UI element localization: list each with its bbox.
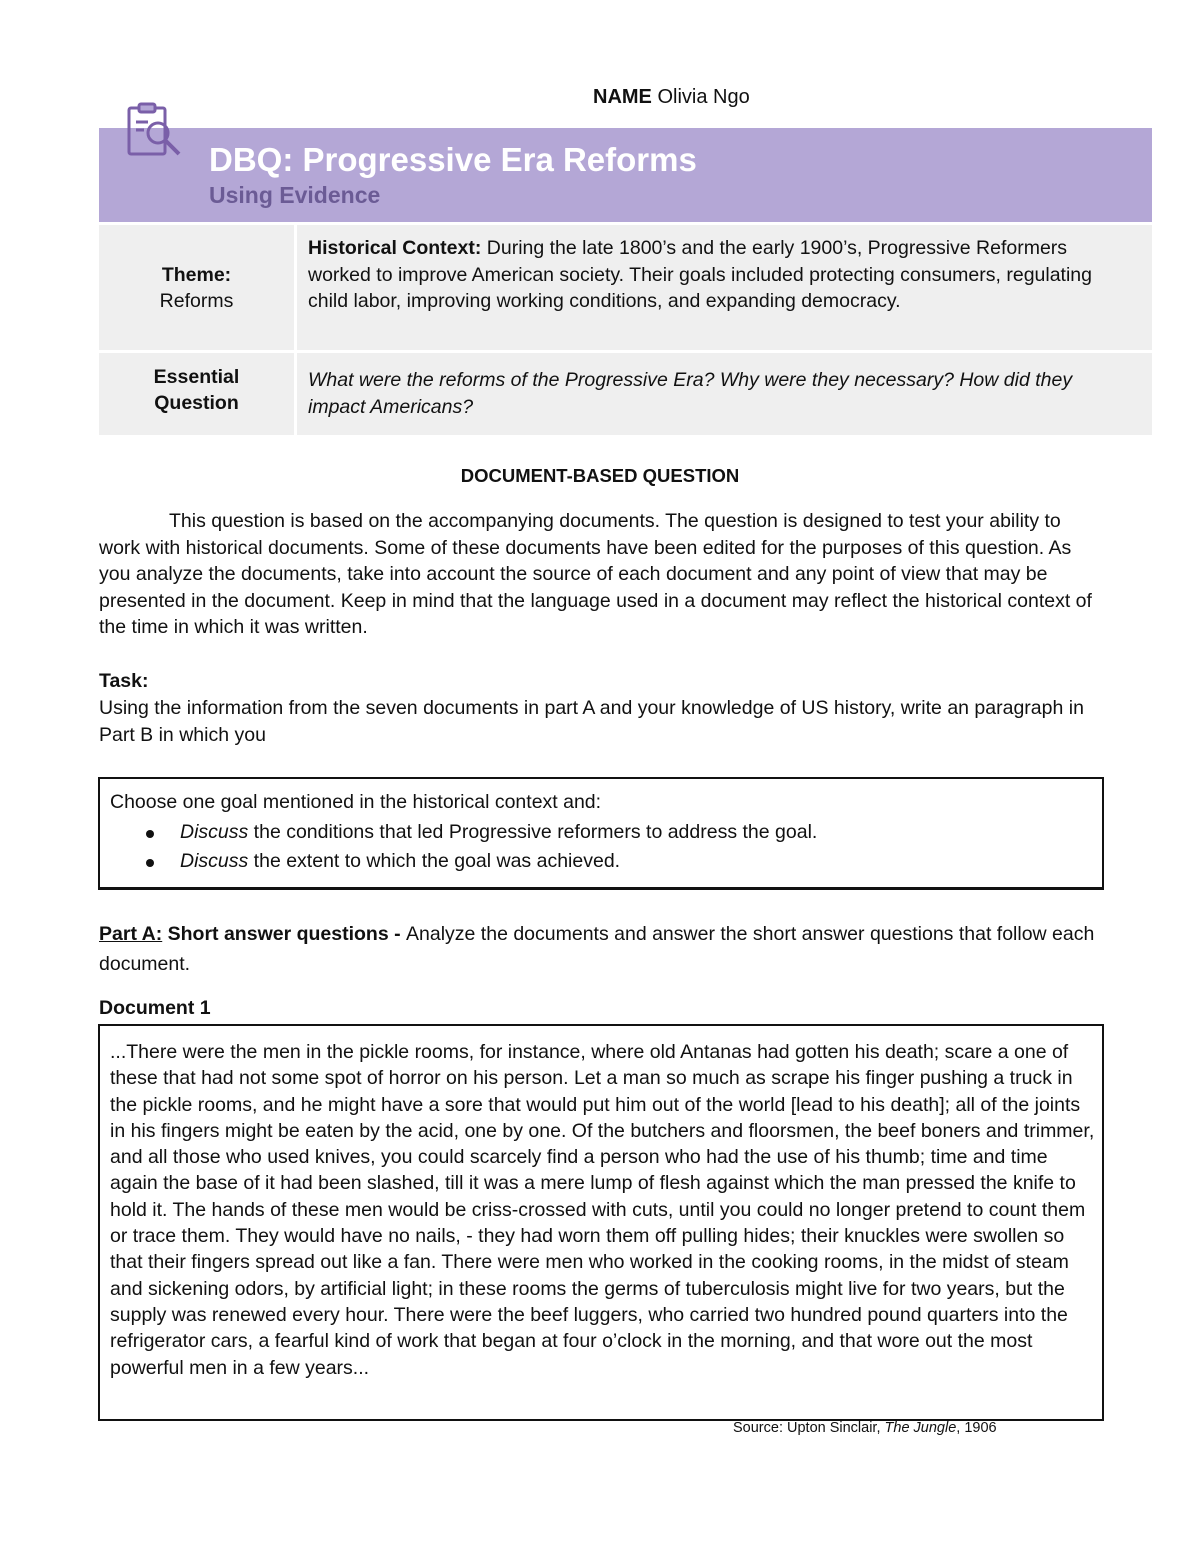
name-value: Olivia Ngo [657, 86, 750, 108]
eq-label-line-1: Essential [153, 366, 240, 388]
bullet-icon [146, 859, 154, 867]
goal-item-1-verb: Discuss [180, 821, 249, 843]
essential-question-text: What were the reforms of the Progressive Era? Why were they necessary? How did they impact Americans? [308, 369, 1073, 418]
goal-item-1-text: the conditions that led Progressive reformers to address the goal. [248, 821, 818, 843]
document-1-source [733, 1420, 997, 1436]
essential-question-cell [297, 353, 1152, 435]
theme-label: Theme: [161, 264, 232, 286]
bullet-icon [146, 830, 154, 838]
theme-cell [99, 225, 294, 350]
part-a-instructions [99, 919, 1109, 979]
page-title: DBQ: Progressive Era Reforms [209, 141, 697, 178]
goal-item-2-verb: Discuss [180, 850, 249, 872]
theme-value: Reforms [159, 290, 234, 312]
name-label: NAME [593, 86, 652, 108]
task-label: Task: [99, 670, 149, 692]
goal-item-2-text: the extent to which the goal was achieved. [248, 850, 621, 872]
student-name-line [593, 86, 750, 109]
document-1-box [98, 1024, 1104, 1421]
part-a-text: Analyze the documents and answer the short answer questions that follow each document. [99, 923, 1095, 975]
essential-question-label-cell [99, 353, 294, 435]
document-1-label: Document 1 [99, 997, 211, 1019]
task-text: Using the information from the seven documents in part A and your knowledge of US history, write an paragraph in Part B in which you [99, 697, 1084, 746]
eq-label-line-2: Question [154, 392, 239, 414]
document-1-text: ...There were the men in the pickle rooms, for instance, where old Antanas had gotten his death; scare a one of these that had not some spot of horror on his person. Let a man so much as scrape his finger pushing a truck in the pickle rooms, and he might have a sore that would put him out of the world [lead to his death]; all of the joints in his fingers might be eaten by the acid, one by one. Of the butchers and floorsmen, the beef boners and trimmer, and all those who used knives, you could scarcely find a person who had the use of his thumb; time and time again the base of it had been slashed, till it was a mere lump of flesh against which the man pressed the knife to hold it. The hands of these men would be criss-crossed with cuts, until you could no longer pretend to count them or trace them. They would have no nails, - they had worn them off pulling hides; their knuckles were swollen so that their fingers spread out like a fan. There were men who worked in the cooking rooms, in the midst of steam and sickening odors, by artificial light; in these rooms the germs of tuberculosis might live for two years, but the supply was renewed every hour. There were the beef luggers, who carried two hundred pound quarters into the refrigerator cars, a fearful kind of work that began at four o’clock in the morning, and that wore out the most powerful men in a few years... [110, 1041, 1095, 1379]
source-title: The Jungle [884, 1420, 957, 1436]
context-text: During the late 1800’s and the early 1900’s, Progressive Reformers worked to improve American society. Their goals included protecting consumers, regulating child labor, improving working conditions, and expanding democracy. [308, 237, 1092, 312]
goal-item-2 [180, 850, 620, 873]
source-prefix: Source: Upton Sinclair, [733, 1420, 885, 1436]
dbq-intro [99, 508, 1099, 641]
clipboard-magnifier-icon [124, 100, 186, 162]
context-label: Historical Context: [308, 237, 482, 259]
source-suffix: , 1906 [956, 1420, 997, 1436]
goal-intro: Choose one goal mentioned in the historical context and: [110, 791, 602, 813]
goal-box [98, 777, 1104, 890]
context-cell [297, 225, 1152, 350]
part-a-label: Part A: [99, 923, 163, 945]
dbq-intro-text: This question is based on the accompanying documents. The question is designed to test your ability to work with historical documents. Some of these documents have been edited for the purposes of this question. As you analyze the documents, take into account the source of each document and any point of view that may be presented in the document. Keep in mind that the language used in a document may reflect the historical context of the time in which it was written. [99, 510, 1092, 638]
dbq-heading: DOCUMENT-BASED QUESTION [460, 465, 740, 486]
page-subtitle: Using Evidence [209, 182, 381, 208]
part-a-bold: Short answer questions - [162, 923, 407, 945]
goal-item-1 [180, 821, 817, 844]
